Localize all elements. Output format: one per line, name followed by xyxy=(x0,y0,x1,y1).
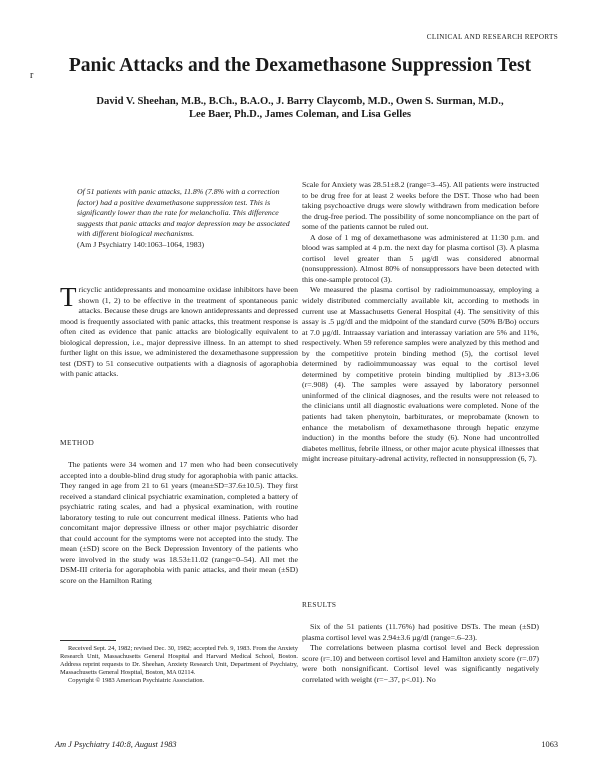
page-number: 1063 xyxy=(541,740,558,749)
abstract xyxy=(77,187,295,251)
method-paragraph: The patients were 34 women and 17 men who had been consecutively accepted into a double-blind drug study for agoraphobia with panic attacks. They ranged in age from 21 to 61 years (mean±SD=37.6±10.5). They first received a standard clinical psychiatric examination, completed a battery of psychiatric rating scales, and had a physical examination, with routine laboratory testing to rule out concurrent medical illness. Patients who had concomitant major depressive illness or other major psychiatric disorder that could account for the symptoms were not accepted into the study. The mean (±SD) score on the Beck Depression Inventory of the patients who were involved in the study was 18.53±11.02 (range=0–54). All met the DSM-III criteria for agoraphobia with panic attacks, and their mean (±SD) score on the Hamilton Rating xyxy=(60,460,298,586)
results-heading: RESULTS xyxy=(302,600,337,609)
right-column xyxy=(302,180,539,465)
results-paragraph-1: Six of the 51 patients (11.76%) had positive DSTs. The mean (±SD) plasma cortisol level was 2.94±3.6 µg/dl (range=.6–23). xyxy=(302,622,539,642)
footnote-text: Received Sept. 24, 1982; revised Dec. 30, 1982; accepted Feb. 9, 1983. From the Anxiety Research Unit, Massachusetts General Hospital and Harvard Medical School, Boston. Address reprint requests to Dr. Sheehan, Anxiety Research Unit, Department of Psychiatry, Massachusetts General Hospital, Boston, MA 02114. xyxy=(60,645,298,677)
footnote xyxy=(60,645,298,685)
article-title: Panic Attacks and the Dexamethasone Suppression Test xyxy=(68,55,532,76)
dexamethasone-paragraph: A dose of 1 mg of dexamethasone was administered at 11:30 p.m. and blood was sampled at 4 p.m. the next day for plasma cortisol (3). A plasma cortisol level greater than 5 µg/dl was considered abnormal (nonsuppression). Almost 80% of nonsuppressors have been detected with this one-sample protocol (3). xyxy=(302,232,539,284)
copyright-notice: Copyright © 1983 American Psychiatric Association. xyxy=(68,677,205,685)
author-list xyxy=(60,95,540,121)
method-section xyxy=(60,460,298,587)
abstract-text: Of 51 patients with panic attacks, 11.8% (7.8% with a correction factor) had a positive dexamethasone suppression test. This is significantly lower than the rate for melancholia. This difference suggests that panic attacks and major depression may be associated with different biological mechanisms. xyxy=(77,187,290,239)
running-head: CLINICAL AND RESEARCH REPORTS xyxy=(426,33,558,41)
method-heading: METHOD xyxy=(60,438,95,447)
footnote-rule xyxy=(60,640,116,641)
intro-text: ricyclic antidepressants and monoamine oxidase inhibitors have been shown (1, 2) to be effective in the treatment of spontaneous panic attacks. Because these drugs are known antidepressants and depressed mood is frequently associated with panic attacks, this treatment response is often cited as evidence that panic attacks are biologically equivalent to biological depression, i.e., major depressive illness. In an attempt to shed further light on this issue, we administered the dexamethasone suppression test (DST) to 51 consecutive outpatients with a diagnosis of agoraphobia with panic attacks. xyxy=(60,285,298,379)
journal-citation: Am J Psychiatry 140:8, August 1983 xyxy=(55,740,177,749)
intro-section xyxy=(60,282,298,380)
margin-mark: r xyxy=(30,70,34,81)
authors-line-2: Lee Baer, Ph.D., James Coleman, and Lisa Gelles xyxy=(188,109,412,120)
drop-cap: T xyxy=(60,282,77,312)
method-paragraph-continued: Scale for Anxiety was 28.51±8.2 (range=3–45). All patients were instructed to be drug free for at least 2 weeks before the DST. Those who had been taking psychoactive drugs were slowly withdrawn from medication before the drug-free period. The possibility of some noncompliance on the part of some of the patients cannot be ruled out. xyxy=(302,180,539,232)
authors-line-1: David V. Sheehan, M.B., B.Ch., B.A.O., J. Barry Claycomb, M.D., Owen S. Surman, M.D., xyxy=(96,96,504,107)
results-section xyxy=(302,622,539,685)
radioimmunoassay-paragraph: We measured the plasma cortisol by radioimmunoassay, employing a widely distributed commercially available kit, according to methods in current use at Massachusetts General Hospital (4). The sensitivity of this assay is .5 µg/dl and the midpoint of the standard curve (50% B/Bo) occurs at 7.0 µg/dl. Intraassay variation and interassay variation are 5% and 11%, respectively. When 59 reference samples were analyzed by this method and by the competitive protein binding method (5), the cortisol level determined by radioimmunoassay was equal to the cortisol level determined by competitive protein binding multiplied by .813+3.06 (r=.908) (4). The samples were assayed by laboratory personnel uninformed of the clinical diagnoses, and the results were not released to the clinicians until all diagnostic evaluations were completed. None of the patients had taken phenytoin, barbiturates, or meprobamate (known to enhance the metabolism of dexamethasone through hepatic enzyme induction) in the months before the study (6). None had uncontrolled diabetes mellitus, febrile illness, or other major acute physical illnesses that might increase pituitary-adrenal activity, reflected in nonsuppression (6, 7). xyxy=(302,285,539,464)
results-paragraph-2: The correlations between plasma cortisol level and Beck depression score (r=.10) and between cortisol level and Hamilton anxiety score (r=.07) were both nonsignificant. Cortisol level was significantly negatively correlated with weight (r=−.37, p<.01). No xyxy=(302,643,539,684)
abstract-citation: (Am J Psychiatry 140:1063–1064, 1983) xyxy=(77,239,205,249)
